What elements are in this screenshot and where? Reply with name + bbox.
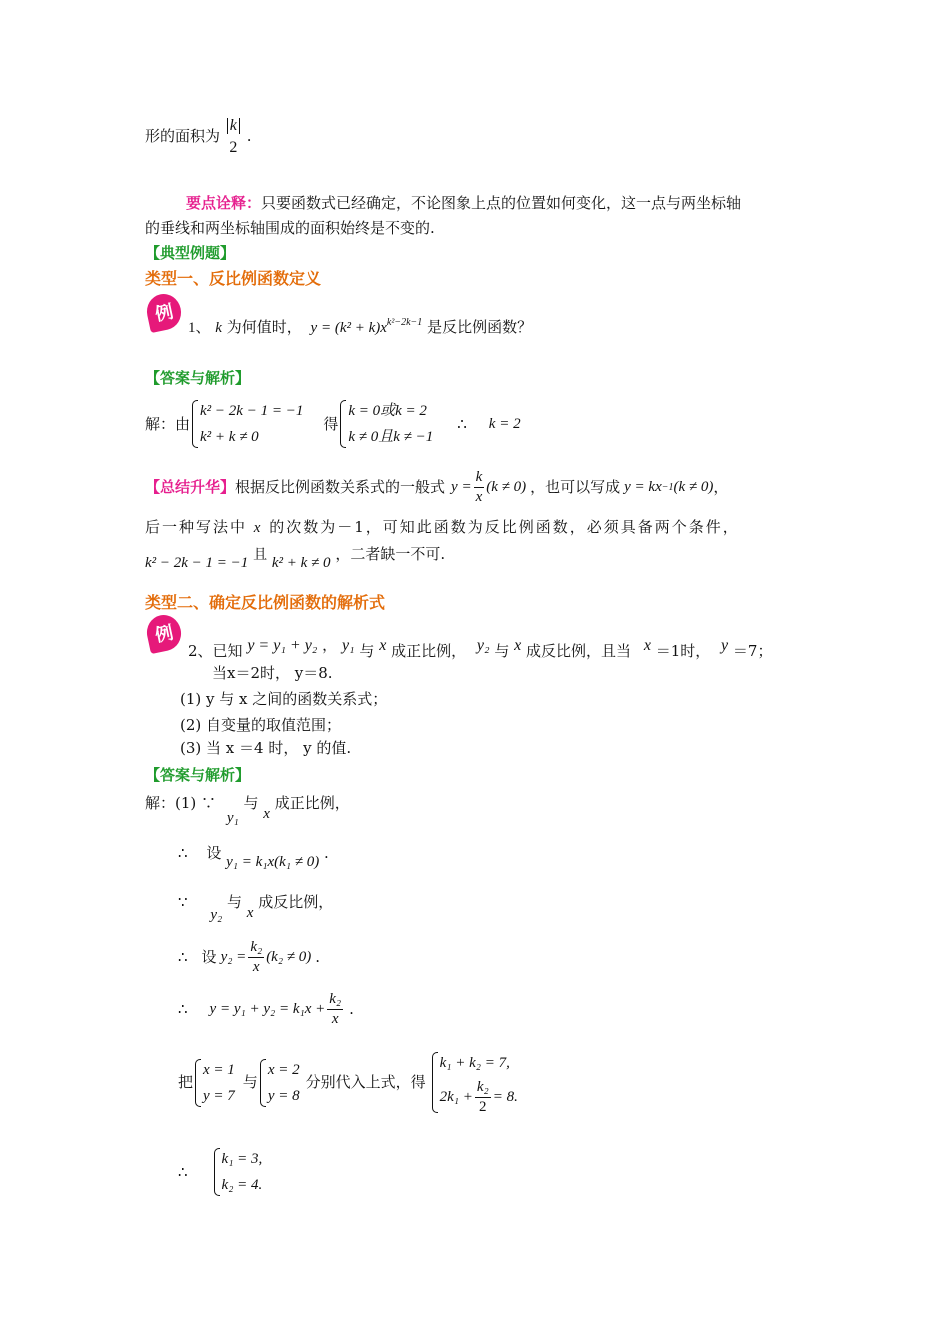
q2-y1: y₁: [341, 637, 355, 654]
q2-y2: y₂: [476, 637, 490, 654]
q2-x2: x: [514, 637, 522, 654]
summary-f1-fraction: [474, 470, 485, 505]
q1-var: k: [215, 320, 222, 336]
s4-cond: (k₂ ≠ 0): [266, 949, 312, 965]
q2-text2: 成反比例，且当: [526, 642, 632, 660]
subquestion-3: (3) 当 x ＝4 时， y 的值.: [180, 739, 352, 757]
s5-den: x: [331, 1011, 339, 1027]
question-2-line1: [188, 636, 773, 660]
s3-y2: y₂: [210, 907, 223, 923]
s6-pre: 把: [178, 1073, 194, 1091]
area-fraction: [225, 118, 242, 156]
s4-end: .: [315, 948, 321, 966]
summary-f2: y = kx: [624, 479, 662, 495]
s5-therefore: ∴: [178, 1000, 188, 1018]
q2-prefix: 2、已知: [188, 642, 243, 660]
sol1-mid: 得: [323, 414, 339, 433]
s7-r2: k₂ = 4.: [221, 1177, 263, 1193]
s4-text: 设: [201, 948, 217, 966]
s7-therefore: ∴: [178, 1162, 188, 1181]
q1-formula: y = (k² + k)x: [310, 320, 387, 336]
s6-c2-num: k₂: [475, 1080, 491, 1098]
section-examples: 【典型例题】: [145, 244, 236, 262]
s5-end: .: [349, 1000, 354, 1018]
sol1-prefix: 解：由: [145, 414, 191, 433]
summary-line3-f2: k² + k ≠ 0: [271, 555, 331, 571]
q1-exponent: k²−2k−1: [386, 317, 423, 328]
summary-line3: [145, 545, 446, 571]
summary-f2-cond: (k ≠ 0): [673, 479, 714, 495]
s6-system-c: [430, 1050, 518, 1115]
sol2-step7: [178, 1146, 262, 1198]
s2-text: 设: [206, 844, 222, 862]
question-1: [188, 318, 532, 336]
summary-f1-num: k: [474, 470, 485, 488]
abs-k: k: [227, 118, 240, 134]
key-point-line1: [186, 196, 741, 211]
example-badge-2: 例: [144, 612, 185, 654]
summary-line2a: 后一种写法中: [145, 518, 248, 536]
s2-formula: y₁ = k₁x(k₁ ≠ 0): [226, 854, 320, 870]
s2-end: .: [324, 844, 329, 862]
s7-r1: k₁ = 3,: [221, 1151, 263, 1167]
s6-c2-den: 2: [479, 1099, 487, 1115]
sol2-step3: [178, 893, 334, 923]
s2-therefore: ∴: [178, 844, 188, 862]
type1-heading: 类型一、反比例函数定义: [145, 269, 322, 288]
s1-x: x: [263, 806, 270, 822]
system-2: [338, 398, 433, 450]
summary-line1: [145, 470, 728, 505]
s3-because: ∵: [178, 893, 188, 911]
s6-system-b: [258, 1057, 300, 1109]
fraction-den: 2: [229, 139, 238, 156]
s6-with: 与: [242, 1073, 258, 1091]
s1-end: 成正比例，: [274, 794, 350, 812]
answer-label-2: 【答案与解析】: [145, 766, 251, 784]
sol2-step5: [178, 992, 354, 1027]
summary-line3-f1: k² − 2k − 1 = −1: [145, 555, 249, 571]
s3-with: 与: [226, 893, 242, 911]
summary-line3-and: 且: [253, 547, 268, 563]
q2-text4: ＝7；: [732, 642, 773, 660]
example-badge-1: 例: [144, 291, 185, 333]
key-point-line2: 的垂线和两坐标轴围成的面积始终是不变的.: [145, 219, 435, 237]
answer-label-1: 【答案与解析】: [145, 369, 251, 387]
summary-text2: ，也可以写成: [530, 478, 621, 496]
s6-b1: x = 2: [267, 1061, 300, 1078]
summary-label: 【总结升华】: [145, 478, 236, 496]
question-2-line2: 当x＝2时， y＝8.: [212, 664, 333, 682]
sys2-row2: k ≠ 0且k ≠ −1: [348, 429, 434, 445]
q1-text2: 是反比例函数？: [427, 318, 533, 336]
key-point-label: 要点诠释：: [186, 194, 262, 212]
summary-line2b: 的次数为－1，可知此函数为反比例函数，必须具备两个条件，: [269, 518, 740, 536]
s6-system-a: [193, 1057, 235, 1109]
sys2-row1: k = 0或k = 2: [348, 403, 427, 419]
s6-c2-row: [440, 1076, 518, 1115]
s5-fraction: [327, 992, 343, 1027]
sol2-step1: [145, 794, 350, 826]
sys1-row1: k² − 2k − 1 = −1: [200, 403, 304, 419]
s6-b2: y = 8: [267, 1087, 300, 1104]
s6-a1: x = 1: [203, 1061, 235, 1078]
q1-number: 1、: [188, 320, 211, 336]
sys1-row2: k² + k ≠ 0: [200, 429, 259, 445]
subquestion-1: (1) y 与 x 之间的函数关系式；: [180, 690, 388, 708]
s3-end: 成反比例，: [258, 893, 334, 911]
s5-num: k₂: [327, 992, 343, 1010]
system-1: [190, 398, 303, 450]
subquestion-2: (2) 自变量的取值范围；: [180, 716, 342, 734]
s7-system: [212, 1146, 263, 1198]
s4-lhs: y₂ =: [220, 949, 247, 965]
q2-text1: 成正比例，: [391, 642, 467, 660]
sol2-step4: [178, 940, 320, 975]
s4-fraction: [248, 940, 264, 975]
s1-with: 与: [243, 794, 259, 812]
q2-x1: x: [379, 637, 387, 654]
summary-line2-var: x: [253, 520, 263, 536]
s3-x: x: [246, 905, 254, 921]
sol2-step2: [178, 844, 329, 870]
sol2-step6: [178, 1050, 518, 1115]
solution-1: [145, 398, 521, 450]
intro-period: .: [246, 127, 252, 145]
sol1-result: k = 2: [488, 415, 521, 432]
q2-x3: x: [643, 637, 651, 654]
s6-c1: k₁ + k₂ = 7,: [439, 1055, 510, 1071]
s1-prefix: 解：(1) ∵: [145, 794, 217, 812]
type2-heading: 类型二、确定反比例函数的解析式: [145, 593, 386, 612]
q2-comma: ，: [322, 636, 338, 654]
s6-a2: y = 7: [203, 1087, 235, 1104]
q2-y3: y: [721, 637, 729, 654]
s6-c2-fraction: [475, 1080, 491, 1115]
s6-c2-lhs: 2k₁ +: [439, 1089, 473, 1105]
s5-lhs: y = y₁ + y₂ = k₁x +: [209, 1001, 326, 1017]
intro-text: 形的面积为: [145, 127, 221, 145]
summary-f2-exp: −1: [661, 481, 674, 493]
s4-num: k₂: [248, 940, 264, 958]
q2-with1: 与: [359, 642, 375, 660]
summary-f1-lhs: y =: [451, 479, 472, 495]
key-point-text1: 只要函数式已经确定，不论图象上点的位置如何变化，这一点与两坐标轴: [261, 194, 742, 212]
summary-text1: 根据反比例函数关系式的一般式: [235, 478, 446, 496]
summary-line3-end: ，二者缺一不可.: [335, 545, 446, 563]
s6-c2-rhs: = 8.: [492, 1089, 518, 1105]
q2-text3: ＝1时，: [655, 642, 711, 660]
summary-text3: ，: [713, 478, 729, 496]
summary-line2: [145, 520, 740, 536]
s6-text: 分别代入上式，得: [305, 1073, 426, 1091]
intro-line: [145, 118, 251, 156]
q1-text1: 为何值时，: [226, 318, 302, 336]
summary-f1-cond: (k ≠ 0): [486, 479, 527, 495]
therefore-symbol: ∴: [457, 414, 467, 433]
q2-with2: 与: [494, 642, 510, 660]
s4-therefore: ∴: [178, 948, 188, 966]
s4-den: x: [252, 959, 260, 975]
summary-f1-den: x: [475, 489, 483, 505]
s1-y1: y₁: [226, 810, 239, 826]
q2-formula: y = y₁ + y₂: [247, 637, 318, 654]
